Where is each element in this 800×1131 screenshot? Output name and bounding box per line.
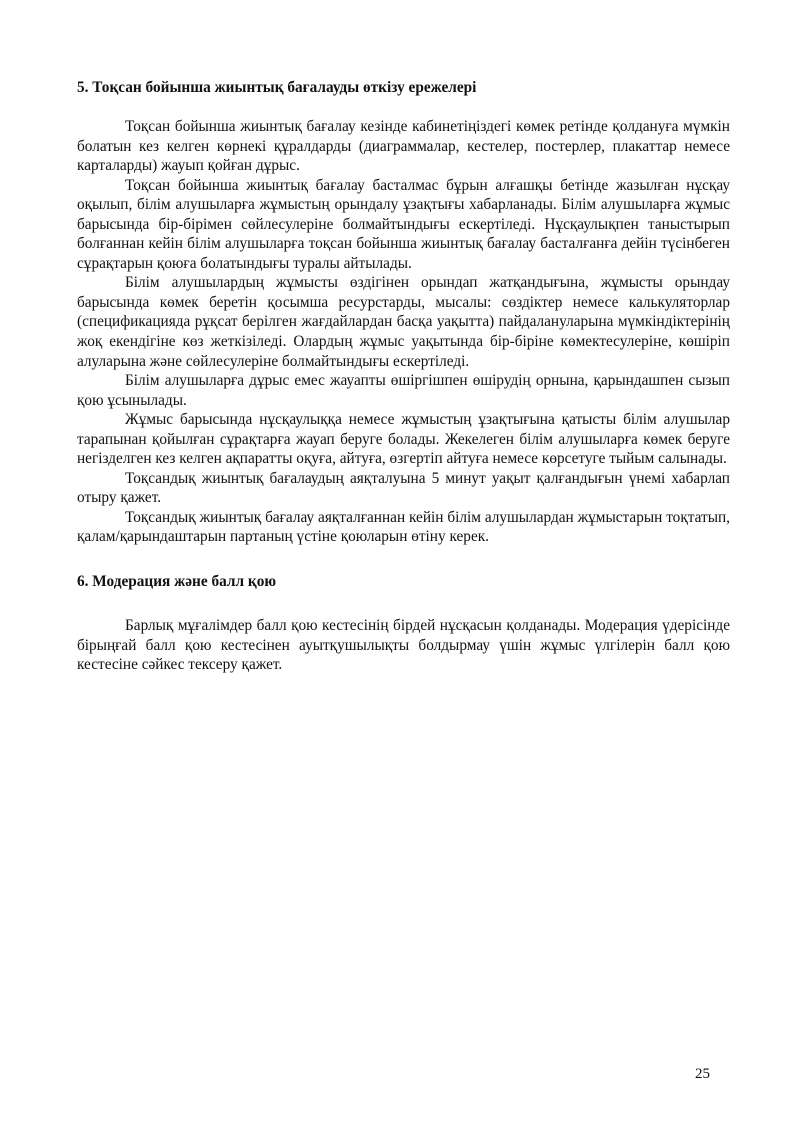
section-6-paragraph: Барлық мұғалімдер балл қою кестесінің бірдей нұсқасын қолданады. Модерация үдерісінде бірыңғай балл қою кестесінен ауытқушылықты болдырмау үшін жұмыс үлгілерін балл қою кестесіне сәйкес тексеру қажет. [77, 617, 730, 674]
section-5-paragraph: Жұмыс барысында нұсқаулыққа немесе жұмыстың ұзақтығына қатысты білім алушылар тарапынан қойылған сұрақтарға жауап беруге болады. Жекелеген білім алушыларға көмек беруге негізделген кез келген ақпаратты оқуға, айтуға, өзгертіп айтуға немесе көрсетуге тыйым салынады. [77, 411, 730, 468]
section-5-paragraph: Тоқсан бойынша жиынтық бағалау басталмас бұрын алғашқы бетінде жазылған нұсқау оқылып, білім алушыларға жұмыстың орындалу ұзақтығы хабарланады. Білім алушыларға жұмыс барысында бір-бірімен сөйлесулеріне болмайтындығы ескертіледі. Нұсқаулықпен таныстырып болғаннан кейін білім алушыларға тоқсан бойынша жиынтық бағалау басталғанға дейін түсінбеген сұрақтарын қоюға болатындығы туралы айтылады. [77, 176, 730, 272]
section-5-paragraph: Тоқсандық жиынтық бағалау аяқталғаннан кейін білім алушылардан жұмыстарын тоқтатып, қалам/қарындаштарын партаның үстіне қоюларын өтіну керек. [77, 508, 730, 546]
section-5-paragraph: Тоқсандық жиынтық бағалаудың аяқталуына 5 минут уақыт қалғандығын үнемі хабарлап отыру қажет. [77, 469, 730, 507]
section-5-body [77, 117, 730, 547]
section-5-paragraph: Білім алушыларға дұрыс емес жауапты өшіргішпен өшірудің орнына, қарындашпен сызып қою ұсынылады. [77, 372, 730, 409]
document-page [77, 66, 730, 675]
section-6-title: 6. Модерация және балл қою [77, 573, 277, 591]
section-5-title: 5. Тоқсан бойынша жиынтық бағалауды өткізу ережелері [77, 79, 477, 96]
section-5-paragraph: Тоқсан бойынша жиынтық бағалау кезінде кабинетіңіздегі көмек ретінде қолдануға мүмкін болатын кез келген көрнекі құралдарды (диаграммалар, кестелер, постерлер, плакаттар немесе карталарды) жауып қойған дұрыс. [77, 118, 730, 175]
section-6-body [77, 616, 730, 675]
section-5-paragraph: Білім алушылардың жұмысты өздігінен орындап жатқандығына, жұмысты орындау барысында көмек беретін қосымша ресурстарды, мысалы: сөздіктер немесе калькуляторлар (спецификацияда рұқсат берілген жағдайлардан басқа уақытта) пайдалануларына мүмкіндіктерінің жоқ екендігіне көз жеткізіледі. Олардың жұмыс уақытында бір-біріне көмектесулеріне, көшіріп алуларына және сөйлесулеріне болмайтындығы ескертіледі. [77, 274, 730, 370]
page-number: 25 [695, 1066, 710, 1082]
